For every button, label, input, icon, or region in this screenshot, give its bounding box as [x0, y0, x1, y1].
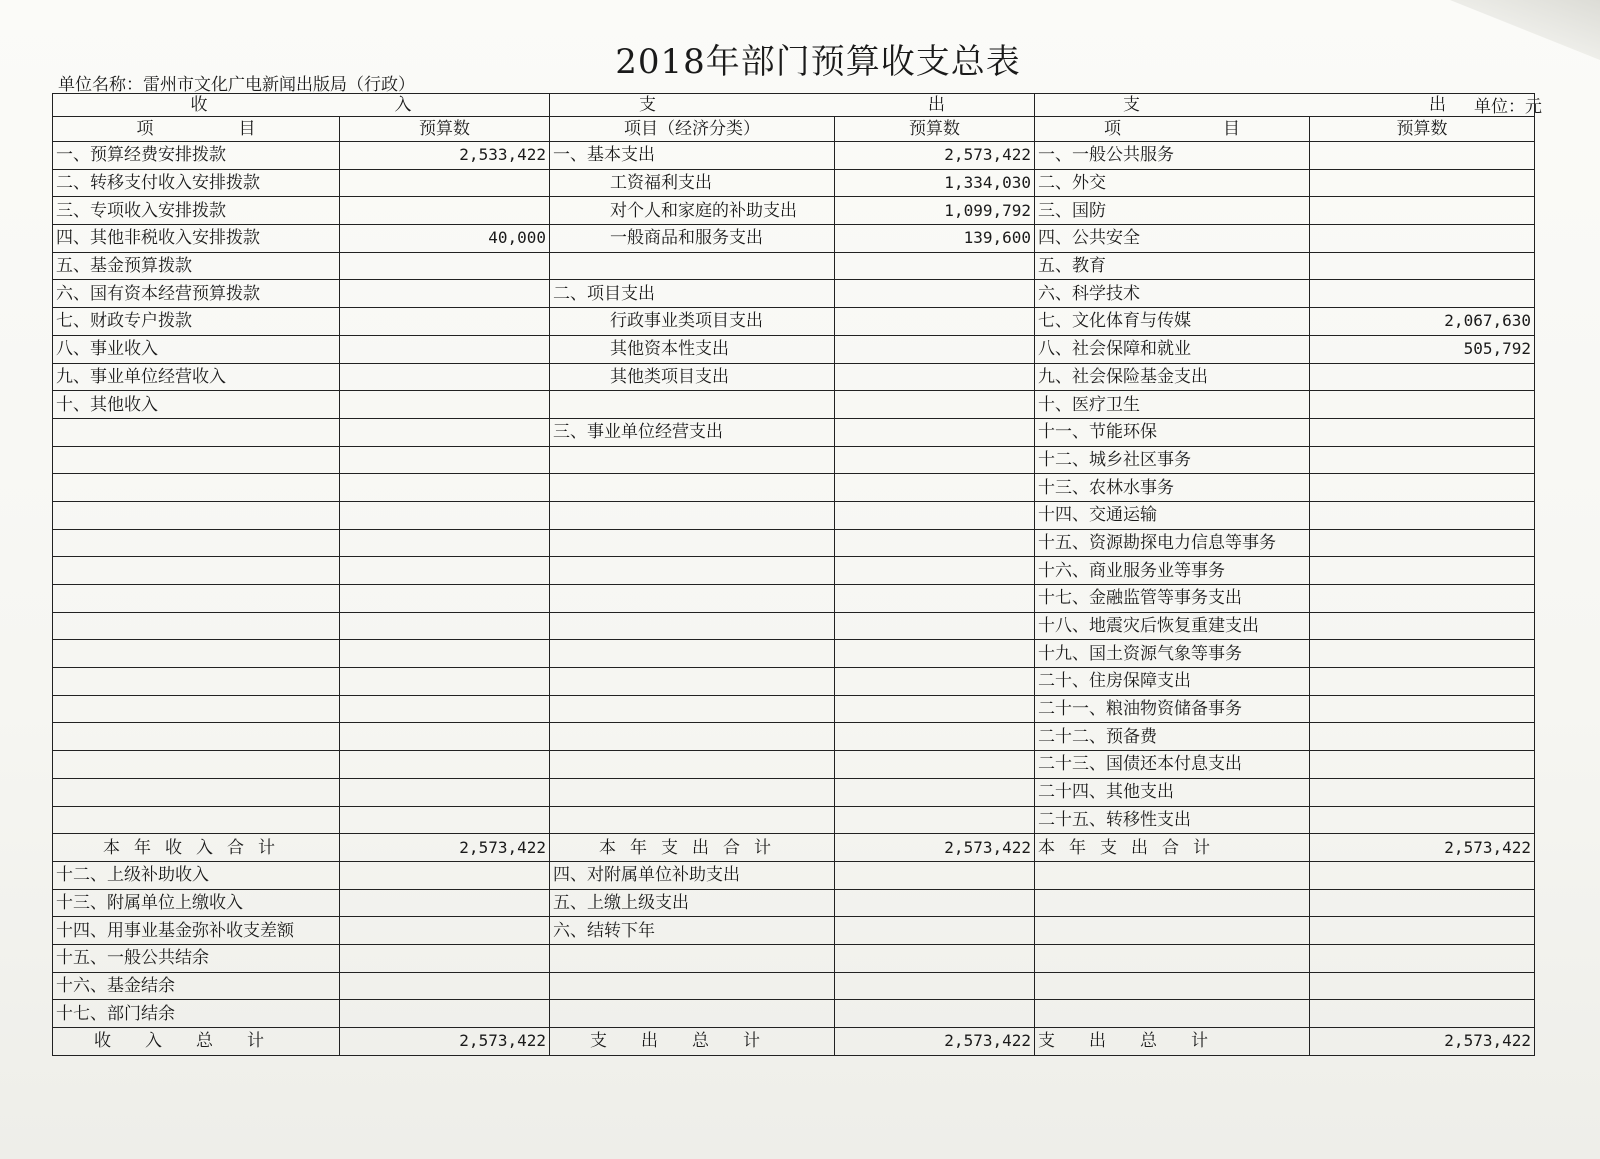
- econ-item: 一、基本支出: [550, 142, 835, 170]
- func-item: 十九、国土资源气象等事务: [1035, 640, 1310, 668]
- econ-item: [550, 391, 835, 419]
- econ-amount: [835, 1000, 1035, 1028]
- func-item: 十一、节能环保: [1035, 418, 1310, 446]
- table-row: [53, 142, 1535, 170]
- header-econ-item: 项目（经济分类）: [550, 117, 835, 142]
- econ-total-label: 支出总计: [550, 1028, 835, 1056]
- func-amount: [1310, 197, 1535, 225]
- econ-item: [550, 640, 835, 668]
- unit-name: 单位名称：雷州市文化广电新闻出版局（行政）: [58, 75, 415, 95]
- income-item: [53, 778, 340, 806]
- income-amount: [340, 1000, 550, 1028]
- income-item: [53, 612, 340, 640]
- income-amount: [340, 363, 550, 391]
- econ-amount: [835, 335, 1035, 363]
- income-item: 二、转移支付收入安排拨款: [53, 169, 340, 197]
- func-item: [1035, 1000, 1310, 1028]
- table-row: [53, 889, 1535, 917]
- econ-amount: [835, 585, 1035, 613]
- income-item: 八、事业收入: [53, 335, 340, 363]
- income-amount: [340, 640, 550, 668]
- econ-item: [550, 751, 835, 779]
- income-amount: [340, 529, 550, 557]
- func-amount: 505,792: [1310, 335, 1535, 363]
- econ-item: [550, 695, 835, 723]
- econ-item: [550, 446, 835, 474]
- income-item: [53, 668, 340, 696]
- econ-amount: [835, 723, 1035, 751]
- econ-amount: [835, 612, 1035, 640]
- income-total-amount: 2,573,422: [340, 1028, 550, 1056]
- table-row: [53, 640, 1535, 668]
- income-amount: [340, 612, 550, 640]
- econ-item: 六、结转下年: [550, 917, 835, 945]
- func-item: [1035, 944, 1310, 972]
- func-amount: [1310, 418, 1535, 446]
- func-item: 二十五、转移性支出: [1035, 806, 1310, 834]
- func-amount: [1310, 640, 1535, 668]
- header-func-budget: 预算数: [1310, 117, 1535, 142]
- func-subtotal-amount: 2,573,422: [1310, 834, 1535, 862]
- func-amount: [1310, 889, 1535, 917]
- func-item: 二十、住房保障支出: [1035, 668, 1310, 696]
- func-amount: [1310, 778, 1535, 806]
- header-econ-budget: 预算数: [835, 117, 1035, 142]
- income-amount: [340, 972, 550, 1000]
- income-amount: [340, 668, 550, 696]
- econ-amount: [835, 391, 1035, 419]
- econ-item: [550, 972, 835, 1000]
- econ-amount: [835, 474, 1035, 502]
- header-row-columns: [53, 117, 1535, 142]
- econ-item: [550, 612, 835, 640]
- func-item: [1035, 861, 1310, 889]
- func-amount: [1310, 446, 1535, 474]
- func-item: 四、公共安全: [1035, 225, 1310, 253]
- econ-item: [550, 1000, 835, 1028]
- econ-amount: [835, 501, 1035, 529]
- econ-amount: [835, 557, 1035, 585]
- income-amount: [340, 335, 550, 363]
- table-row: [53, 695, 1535, 723]
- econ-amount: [835, 972, 1035, 1000]
- func-subtotal-label: 本年支出合计: [1035, 834, 1310, 862]
- func-amount: [1310, 225, 1535, 253]
- func-amount: [1310, 474, 1535, 502]
- econ-amount: [835, 418, 1035, 446]
- table-row: [53, 612, 1535, 640]
- econ-amount: 1,334,030: [835, 169, 1035, 197]
- currency-unit: 单位：元: [1474, 97, 1542, 117]
- income-amount: 40,000: [340, 225, 550, 253]
- header-expense: 支 出: [550, 94, 1035, 117]
- econ-subtotal-amount: 2,573,422: [835, 834, 1035, 862]
- income-item: 七、财政专户拨款: [53, 308, 340, 336]
- table-row: [53, 778, 1535, 806]
- income-amount: [340, 418, 550, 446]
- econ-amount: 2,573,422: [835, 142, 1035, 170]
- income-amount: [340, 917, 550, 945]
- func-item: 十二、城乡社区事务: [1035, 446, 1310, 474]
- func-item: [1035, 889, 1310, 917]
- func-item: [1035, 917, 1310, 945]
- func-item: 三、国防: [1035, 197, 1310, 225]
- func-item: 二十四、其他支出: [1035, 778, 1310, 806]
- econ-amount: 139,600: [835, 225, 1035, 253]
- table-row: [53, 418, 1535, 446]
- income-amount: [340, 197, 550, 225]
- econ-amount: [835, 695, 1035, 723]
- econ-item: 其他资本性支出: [550, 335, 835, 363]
- income-amount: [340, 723, 550, 751]
- income-amount: [340, 501, 550, 529]
- income-item: [53, 695, 340, 723]
- income-amount: [340, 861, 550, 889]
- func-amount: [1310, 1000, 1535, 1028]
- econ-item: [550, 474, 835, 502]
- econ-item: 其他类项目支出: [550, 363, 835, 391]
- income-item: [53, 418, 340, 446]
- func-item: 二十二、预备费: [1035, 723, 1310, 751]
- econ-item: [550, 252, 835, 280]
- income-item: [53, 751, 340, 779]
- income-item: 四、其他非税收入安排拨款: [53, 225, 340, 253]
- econ-amount: [835, 861, 1035, 889]
- income-item: 十、其他收入: [53, 391, 340, 419]
- income-amount: [340, 806, 550, 834]
- econ-item: [550, 585, 835, 613]
- budget-table: [52, 93, 1535, 1056]
- income-item: [53, 557, 340, 585]
- income-item: 十三、附属单位上缴收入: [53, 889, 340, 917]
- income-item: 三、专项收入安排拨款: [53, 197, 340, 225]
- econ-item: 五、上缴上级支出: [550, 889, 835, 917]
- income-item: [53, 446, 340, 474]
- income-amount: [340, 446, 550, 474]
- econ-item: 二、项目支出: [550, 280, 835, 308]
- header-income: 收 入: [53, 94, 550, 117]
- econ-amount: [835, 280, 1035, 308]
- econ-item: [550, 501, 835, 529]
- econ-amount: [835, 944, 1035, 972]
- income-subtotal-label: 本年收入合计: [53, 834, 340, 862]
- econ-total-amount: 2,573,422: [835, 1028, 1035, 1056]
- income-amount: [340, 585, 550, 613]
- subtotal-row: [53, 834, 1535, 862]
- table-row: [53, 391, 1535, 419]
- func-item: 一、一般公共服务: [1035, 142, 1310, 170]
- func-item: 十七、金融监管等事务支出: [1035, 585, 1310, 613]
- econ-amount: [835, 529, 1035, 557]
- income-amount: [340, 778, 550, 806]
- total-row: [53, 1028, 1535, 1056]
- func-amount: [1310, 806, 1535, 834]
- func-amount: [1310, 861, 1535, 889]
- func-item: 十四、交通运输: [1035, 501, 1310, 529]
- income-item: [53, 529, 340, 557]
- income-item: 一、预算经费安排拨款: [53, 142, 340, 170]
- func-item: 十、医疗卫生: [1035, 391, 1310, 419]
- econ-amount: [835, 363, 1035, 391]
- income-amount: [340, 751, 550, 779]
- func-amount: [1310, 142, 1535, 170]
- econ-item: 三、事业单位经营支出: [550, 418, 835, 446]
- econ-amount: [835, 751, 1035, 779]
- func-item: 六、科学技术: [1035, 280, 1310, 308]
- func-amount: [1310, 751, 1535, 779]
- table-row: [53, 308, 1535, 336]
- econ-item: [550, 778, 835, 806]
- income-amount: [340, 889, 550, 917]
- econ-item: [550, 944, 835, 972]
- econ-item: [550, 529, 835, 557]
- econ-item: 对个人和家庭的补助支出: [550, 197, 835, 225]
- func-item: 十八、地震灾后恢复重建支出: [1035, 612, 1310, 640]
- income-amount: [340, 474, 550, 502]
- econ-amount: [835, 778, 1035, 806]
- table-row: [53, 501, 1535, 529]
- income-item: 十七、部门结余: [53, 1000, 340, 1028]
- income-item: [53, 806, 340, 834]
- func-amount: [1310, 280, 1535, 308]
- table-row: [53, 529, 1535, 557]
- econ-amount: [835, 806, 1035, 834]
- econ-item: [550, 557, 835, 585]
- income-item: [53, 585, 340, 613]
- table-row: [53, 363, 1535, 391]
- table-row: [53, 252, 1535, 280]
- econ-amount: [835, 668, 1035, 696]
- econ-item: 工资福利支出: [550, 169, 835, 197]
- table-row: [53, 806, 1535, 834]
- table-row: [53, 751, 1535, 779]
- func-amount: [1310, 944, 1535, 972]
- header-expense-func: 支 出: [1035, 94, 1535, 117]
- table-row: [53, 280, 1535, 308]
- econ-item: 行政事业类项目支出: [550, 308, 835, 336]
- econ-subtotal-label: 本年支出合计: [550, 834, 835, 862]
- table-row: [53, 1000, 1535, 1028]
- func-item: 二十三、国债还本付息支出: [1035, 751, 1310, 779]
- func-amount: [1310, 501, 1535, 529]
- func-item: 五、教育: [1035, 252, 1310, 280]
- page-title: 2018年部门预算收支总表: [615, 42, 1021, 82]
- table-row: [53, 585, 1535, 613]
- econ-amount: [835, 252, 1035, 280]
- econ-item: 四、对附属单位补助支出: [550, 861, 835, 889]
- func-item: 十五、资源勘探电力信息等事务: [1035, 529, 1310, 557]
- table-row: [53, 944, 1535, 972]
- income-amount: [340, 280, 550, 308]
- income-item: [53, 501, 340, 529]
- income-item: 十六、基金结余: [53, 972, 340, 1000]
- table-row: [53, 197, 1535, 225]
- func-amount: [1310, 668, 1535, 696]
- table-row: [53, 446, 1535, 474]
- func-amount: [1310, 917, 1535, 945]
- income-item: 九、事业单位经营收入: [53, 363, 340, 391]
- income-amount: [340, 252, 550, 280]
- header-income-budget: 预算数: [340, 117, 550, 142]
- func-item: 十六、商业服务业等事务: [1035, 557, 1310, 585]
- func-amount: [1310, 723, 1535, 751]
- econ-amount: [835, 308, 1035, 336]
- econ-item: [550, 806, 835, 834]
- income-item: 十五、一般公共结余: [53, 944, 340, 972]
- income-amount: [340, 695, 550, 723]
- econ-item: 一般商品和服务支出: [550, 225, 835, 253]
- func-item: 九、社会保险基金支出: [1035, 363, 1310, 391]
- func-amount: [1310, 529, 1535, 557]
- table-row: [53, 557, 1535, 585]
- func-amount: [1310, 391, 1535, 419]
- income-amount: [340, 557, 550, 585]
- income-item: [53, 723, 340, 751]
- header-income-item: 项 目: [53, 117, 340, 142]
- econ-amount: [835, 917, 1035, 945]
- income-amount: [340, 944, 550, 972]
- income-total-label: 收入总计: [53, 1028, 340, 1056]
- table-row: [53, 723, 1535, 751]
- table-row: [53, 972, 1535, 1000]
- func-item: 七、文化体育与传媒: [1035, 308, 1310, 336]
- func-amount: [1310, 169, 1535, 197]
- func-amount: 2,067,630: [1310, 308, 1535, 336]
- table-row: [53, 169, 1535, 197]
- econ-amount: [835, 889, 1035, 917]
- func-amount: [1310, 252, 1535, 280]
- func-amount: [1310, 972, 1535, 1000]
- func-amount: [1310, 363, 1535, 391]
- econ-item: [550, 723, 835, 751]
- income-amount: [340, 391, 550, 419]
- income-amount: 2,533,422: [340, 142, 550, 170]
- func-total-amount: 2,573,422: [1310, 1028, 1535, 1056]
- table-row: [53, 335, 1535, 363]
- income-subtotal-amount: 2,573,422: [340, 834, 550, 862]
- econ-amount: 1,099,792: [835, 197, 1035, 225]
- econ-item: [550, 668, 835, 696]
- table-row: [53, 861, 1535, 889]
- func-item: 二十一、粮油物资储备事务: [1035, 695, 1310, 723]
- econ-amount: [835, 446, 1035, 474]
- func-item: 十三、农林水事务: [1035, 474, 1310, 502]
- table-row: [53, 668, 1535, 696]
- income-amount: [340, 308, 550, 336]
- func-total-label: 支出总计: [1035, 1028, 1310, 1056]
- table-row: [53, 917, 1535, 945]
- income-item: [53, 474, 340, 502]
- func-item: 八、社会保障和就业: [1035, 335, 1310, 363]
- header-func-item: 项 目: [1035, 117, 1310, 142]
- econ-amount: [835, 640, 1035, 668]
- func-item: [1035, 972, 1310, 1000]
- table-row: [53, 225, 1535, 253]
- table-row: [53, 474, 1535, 502]
- income-item: 十四、用事业基金弥补收支差额: [53, 917, 340, 945]
- func-amount: [1310, 612, 1535, 640]
- func-amount: [1310, 585, 1535, 613]
- func-amount: [1310, 557, 1535, 585]
- income-item: [53, 640, 340, 668]
- func-amount: [1310, 695, 1535, 723]
- income-item: 六、国有资本经营预算拨款: [53, 280, 340, 308]
- func-item: 二、外交: [1035, 169, 1310, 197]
- income-item: 十二、上级补助收入: [53, 861, 340, 889]
- header-row-group: [53, 94, 1535, 117]
- income-item: 五、基金预算拨款: [53, 252, 340, 280]
- income-amount: [340, 169, 550, 197]
